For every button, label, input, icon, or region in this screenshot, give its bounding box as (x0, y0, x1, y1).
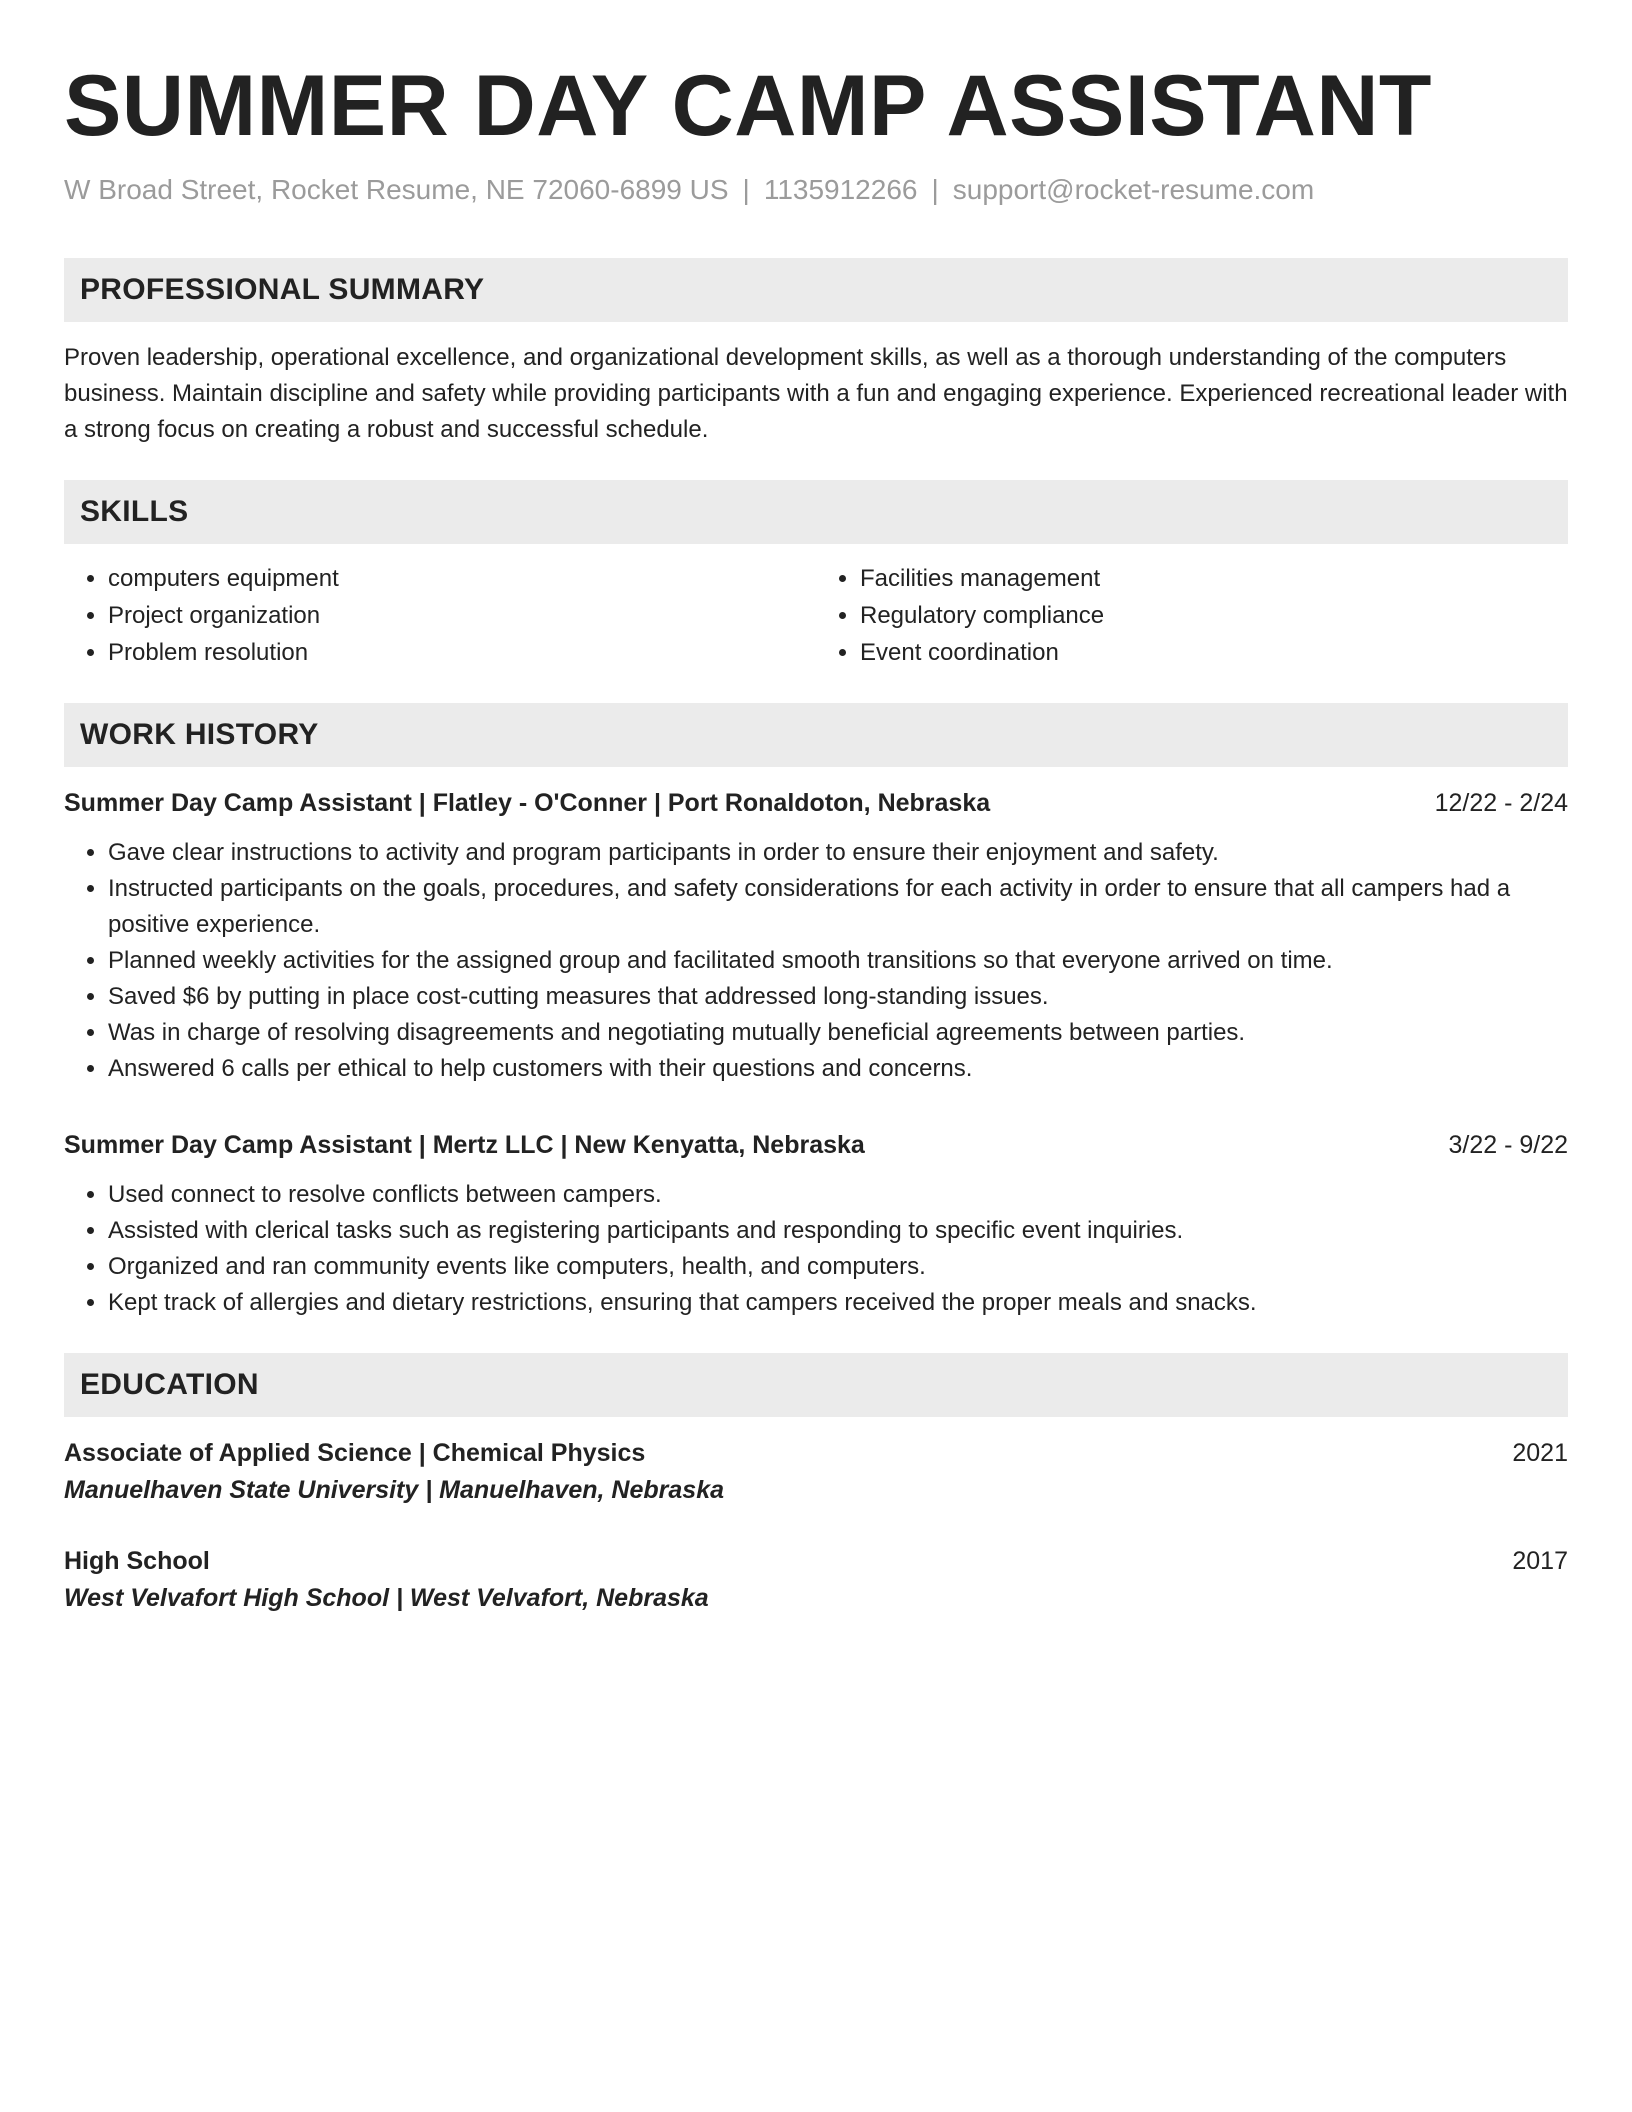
contact-phone: 1135912266 (763, 174, 918, 205)
skill-item: • Regulatory compliance (860, 597, 1568, 634)
education-degree: High School (64, 1547, 210, 1575)
skill-item: • Facilities management (860, 560, 1568, 597)
job-title: Summer Day Camp Assistant | Flatley - O'Conner | Port Ronaldoton, Nebraska (64, 789, 991, 817)
section-header-education (64, 1353, 1568, 1417)
education-year: 2021 (1512, 1439, 1568, 1467)
job-title: Summer Day Camp Assistant | Mertz LLC | New Kenyatta, Nebraska (64, 1131, 865, 1159)
job-bullet: • Used connect to resolve conflicts between campers. (108, 1177, 1568, 1213)
job-bullet: • Saved $6 by putting in place cost-cutting measures that addressed long-standing issues. (108, 979, 1568, 1015)
job-header (64, 1127, 1568, 1163)
job-bullet: • Instructed participants on the goals, procedures, and safety considerations for each activity in order to ensure that all campers had a positive experience. (108, 871, 1568, 943)
job-entry (64, 785, 1568, 1087)
education-header (64, 1435, 1568, 1471)
section-title: WORK HISTORY (80, 718, 319, 751)
summary-text: Proven leadership, operational excellence, and organizational development skills, as well as a thorough understanding of the computers business. Maintain discipline and safety while providing participants with a fun and engaging experience. Experienced recreational leader with a strong focus on creating a robust and successful schedule. (64, 344, 1568, 443)
contact-separator: | (742, 174, 750, 205)
education-entry (64, 1435, 1568, 1509)
contact-address: W Broad Street, Rocket Resume, NE 72060-6899 US (64, 174, 729, 205)
skill-item: • Project organization (108, 597, 816, 634)
skills-list (64, 560, 1568, 671)
education-degree: Associate of Applied Science | Chemical Physics (64, 1439, 646, 1467)
job-bullet: • Organized and ran community events like computers, health, and computers. (108, 1249, 1568, 1285)
job-entry (64, 1127, 1568, 1321)
contact-line (64, 172, 1568, 208)
education-header (64, 1543, 1568, 1579)
job-bullet: • Kept track of allergies and dietary restrictions, ensuring that campers received the proper meals and snacks. (108, 1285, 1568, 1321)
section-title: SKILLS (80, 495, 189, 528)
resume-name: SUMMER DAY CAMP ASSISTANT (64, 58, 1432, 154)
section-header-summary (64, 258, 1568, 322)
job-dates: 12/22 - 2/24 (1434, 789, 1568, 817)
skills-column-left (64, 560, 816, 671)
skill-item: • computers equipment (108, 560, 816, 597)
skill-item: • Problem resolution (108, 634, 816, 671)
contact-email[interactable]: support@rocket-resume.com (952, 174, 1315, 205)
job-bullet: • Assisted with clerical tasks such as registering participants and responding to specific event inquiries. (108, 1213, 1568, 1249)
job-bullet: • Was in charge of resolving disagreements and negotiating mutually beneficial agreements between parties. (108, 1015, 1568, 1051)
section-header-work-history (64, 703, 1568, 767)
job-bullet: • Planned weekly activities for the assigned group and facilitated smooth transitions so that everyone arrived on time. (108, 943, 1568, 979)
education-year: 2017 (1512, 1547, 1568, 1575)
job-dates: 3/22 - 9/22 (1448, 1131, 1568, 1159)
contact-separator: | (931, 174, 939, 205)
job-bullets (64, 835, 1568, 1087)
job-header (64, 785, 1568, 821)
job-bullet: • Answered 6 calls per ethical to help customers with their questions and concerns. (108, 1051, 1568, 1087)
education-entry (64, 1543, 1568, 1617)
skill-item: • Event coordination (860, 634, 1568, 671)
job-bullet: • Gave clear instructions to activity and program participants in order to ensure their enjoyment and safety. (108, 835, 1568, 871)
job-bullets (64, 1177, 1568, 1321)
section-title: PROFESSIONAL SUMMARY (80, 273, 485, 306)
education-school: Manuelhaven State University | Manuelhaven, Nebraska (64, 1476, 725, 1504)
education-school: West Velvafort High School | West Velvafort, Nebraska (64, 1584, 709, 1612)
skills-column-right (816, 560, 1568, 671)
section-title: EDUCATION (80, 1368, 259, 1401)
section-header-skills (64, 480, 1568, 544)
